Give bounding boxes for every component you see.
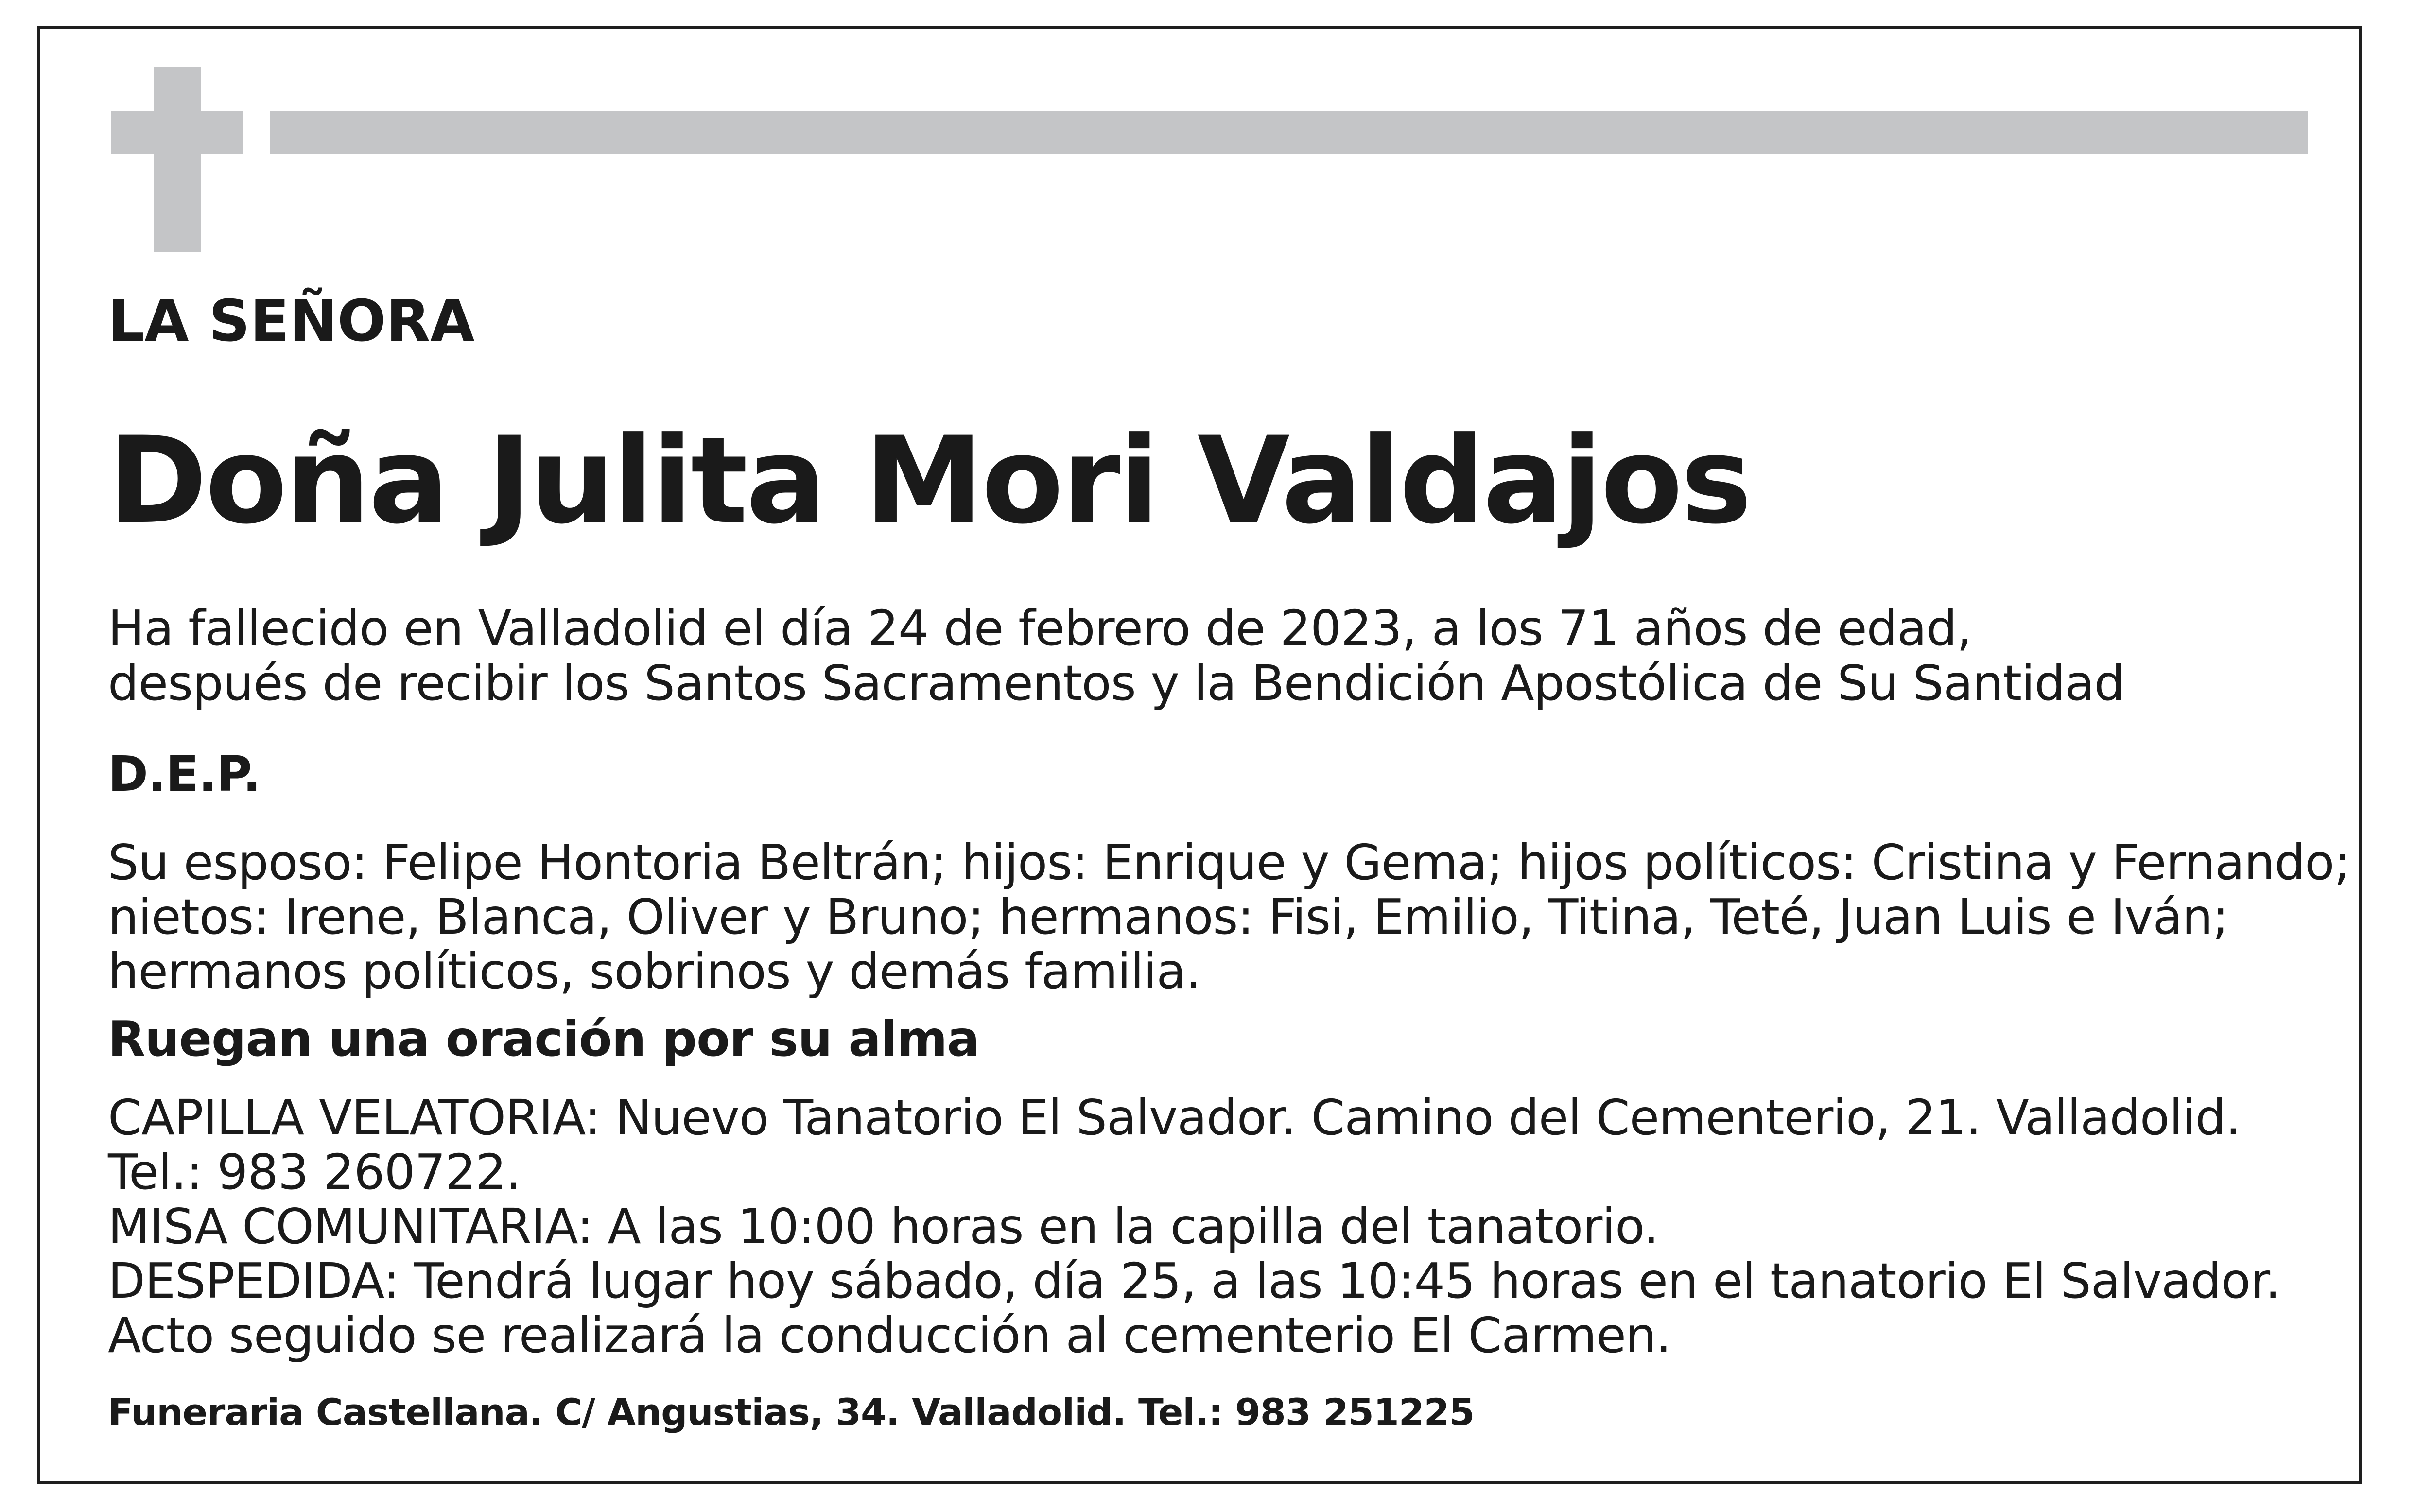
honorific: LA SEÑORA xyxy=(108,287,475,354)
service-detail-line: Acto seguido se realizará la conducción al cementerio El Carmen. xyxy=(108,1307,1671,1364)
intro-line: Ha fallecido en Valladolid el día 24 de febrero de 2023, a los 71 años de edad, xyxy=(108,600,1972,657)
deceased-name: Doña Julita Mori Valdajos xyxy=(108,412,1750,551)
cross-vertical-bar xyxy=(154,67,201,252)
family-line: hermanos políticos, sobrinos y demás familia. xyxy=(108,943,1201,1000)
intro-line: después de recibir los Santos Sacramentos y la Bendición Apostólica de Su Santidad xyxy=(108,655,2125,712)
dep-label: D.E.P. xyxy=(108,746,261,802)
service-detail-line: CAPILLA VELATORIA: Nuevo Tanatorio El Salvador. Camino del Cementerio, 21. Valladolid. xyxy=(108,1089,2241,1146)
family-line: Su esposo: Felipe Hontoria Beltrán; hijos: Enrique y Gema; hijos políticos: Cristina y Fernando; xyxy=(108,834,2350,891)
family-line: nietos: Irene, Blanca, Oliver y Bruno; hermanos: Fisi, Emilio, Titina, Teté, Juan Luis e Iván; xyxy=(108,888,2228,945)
header-rule xyxy=(270,111,2308,154)
funeral-home-footer: Funeraria Castellana. C/ Angustias, 34. Valladolid. Tel.: 983 251225 xyxy=(108,1390,1475,1434)
service-detail-line: MISA COMUNITARIA: A las 10:00 horas en la capilla del tanatorio. xyxy=(108,1198,1659,1255)
service-detail-line: DESPEDIDA: Tendrá lugar hoy sábado, día 25, a las 10:45 horas en el tanatorio El Salvador. xyxy=(108,1252,2280,1309)
service-detail-line: Tel.: 983 260722. xyxy=(108,1144,521,1200)
cross-horizontal-bar xyxy=(111,111,243,154)
prayer-request: Ruegan una oración por su alma xyxy=(108,1010,979,1067)
